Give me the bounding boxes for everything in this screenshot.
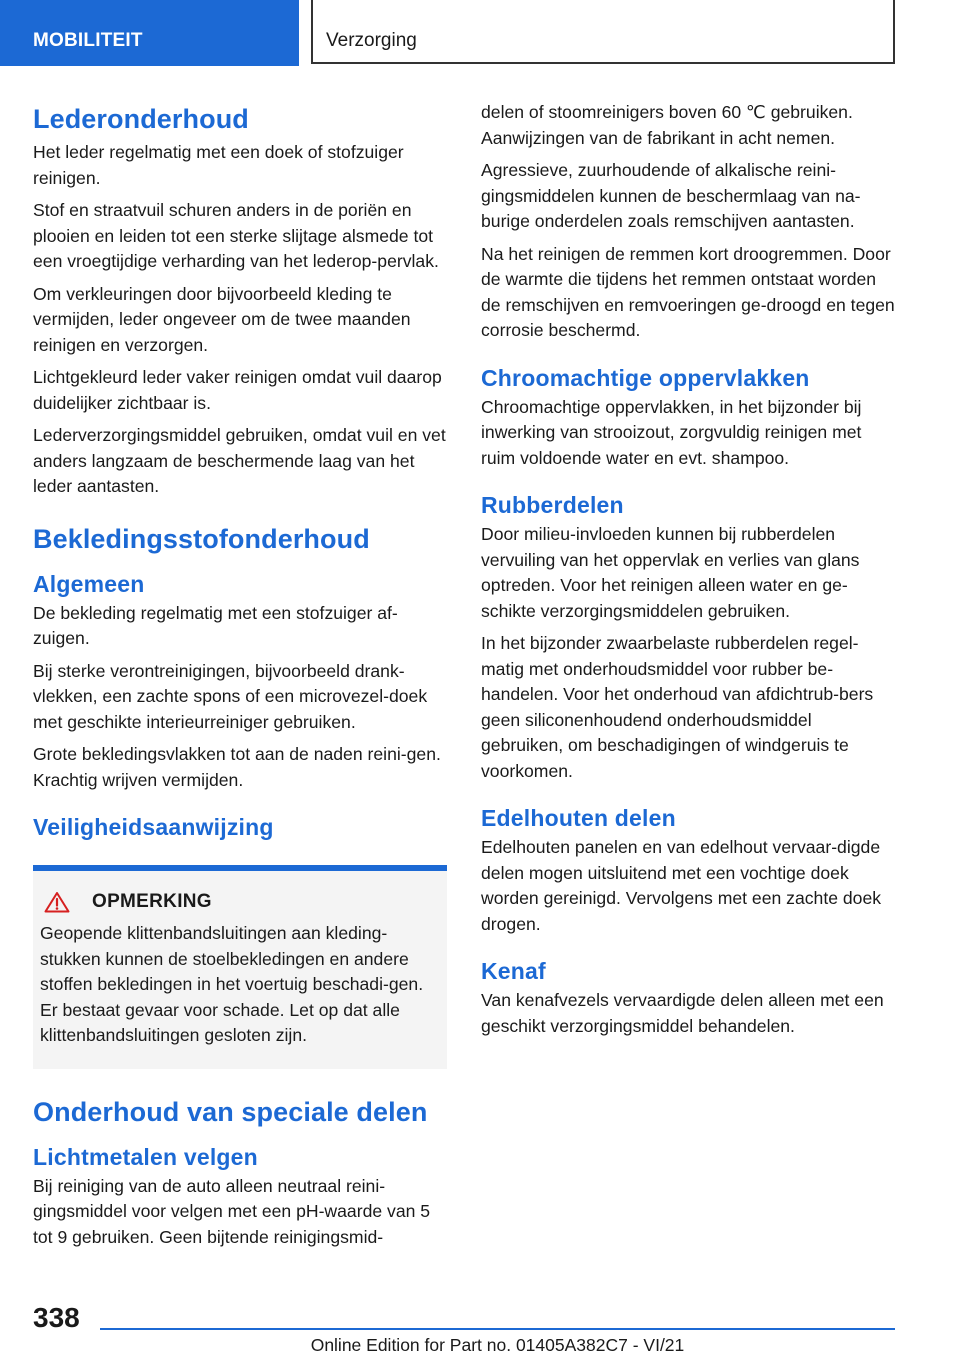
notice-box [33,865,447,1069]
left-column [33,100,447,1257]
heading-lederonderhoud: Lederonderhoud [33,104,249,134]
paragraph: Grote bekledingsvlakken tot aan de naden reini-gen. Krachtig wrijven vermijden. [33,744,441,790]
paragraph: Chroomachtige oppervlakken, in het bijzonder bij inwerking van strooizout, zorgvuldig reinigen met ruim voldoende water en evt. shampoo. [481,396,862,468]
paragraph: Agressieve, zuurhoudende of alkalische reini-gingsmiddelen kunnen de beschermlaag van na-burige onderdelen zoals remschijven aantasten. [481,160,861,231]
paragraph: Edelhouten panelen en van edelhout vervaar-digde delen mogen uitsluitend met een vochtige doek worden gereinigd. Vervolgens met een zachte doek drogen. [481,837,882,934]
page-number: 338 [33,1302,80,1333]
heading-lichtmetalen-velgen: Lichtmetalen velgen [33,1143,258,1170]
topic-label: Verzorging [311,0,895,64]
heading-algemeen: Algemeen [33,570,145,597]
page-header [0,0,960,66]
heading-onderhoud-speciale-delen: Onderhoud van speciale delen [33,1096,428,1127]
paragraph: De bekleding regelmatig met een stofzuiger af-zuigen. [33,602,398,648]
paragraph: In het bijzonder zwaarbelaste rubberdelen regel-matig met onderhoudsmiddel voor rubber be-handelen. Voor het onderhoud van afdichtrub-bers geen siliconenhoudend onderhoudsmiddel gebruiken, om beschadigingen of windgeruis te voorkomen. [481,633,874,781]
right-column [481,100,895,1046]
paragraph: Om verkleuringen door bijvoorbeeld kleding te vermijden, leder ongeveer om de twee maanden reinigen en verzorgen. [33,283,411,355]
heading-kenaf: Kenaf [481,958,546,984]
footer-divider [100,1328,895,1330]
notice-text: Geopende klittenbandsluitingen aan kleding-stukken kunnen de stoelbekledingen en andere stoffen bekledingen in het voertuig beschadi-gen. Er bestaat gevaar voor schade. Let op dat alle klittenbandsluitingen gesloten zijn. [40,923,424,1045]
paragraph: Na het reinigen de remmen kort droogremmen. Door de warmte die tijdens het remmen ontstaat worden de remschijven en remvoeringen ge-droogd en tegen corrosie beschermd. [481,243,895,340]
notice-title: OPMERKING [92,891,212,912]
paragraph: Stof en straatvuil schuren anders in de poriën en plooien en leiden tot een sterke slijtage alsmede tot een vroegtijdige verharding van het lederop-pervlak. [33,200,439,271]
notice-header [40,891,439,913]
paragraph: Lichtgekleurd leder vaker reinigen omdat vuil daarop duidelijker zichtbaar is. [33,367,442,413]
heading-veiligheidsaanwijzing: Veiligheidsaanwijzing [33,814,274,840]
warning-icon [44,891,70,913]
paragraph: Bij reiniging van de auto alleen neutraal reini-gingsmiddel voor velgen met een pH-waarde van 5 tot 9 gebruiken. Geen bijtende reinigingsmid- [33,1175,431,1247]
paragraph: delen of stoomreinigers boven 60 ℃ gebruiken. Aanwijzingen van de fabrikant in acht nemen. [481,102,853,148]
paragraph: Bij sterke verontreinigingen, bijvoorbeeld drank-vlekken, een zachte spons of een microvezel-doek met geschikte interieurreiniger gebruiken. [33,660,428,732]
heading-rubberdelen: Rubberdelen [481,492,624,518]
paragraph: Door milieu-invloeden kunnen bij rubberdelen vervuiling van het oppervlak en verlies van glans optreden. Voor het reinigen alleen water en ge-schikte verzorgingsmiddelen gebruiken. [481,524,860,621]
heading-bekledingsstofonderhoud: Bekledingsstofonderhoud [33,523,370,554]
footer-edition: Online Edition for Part no. 01405A382C7 - VI/21 [310,1335,685,1355]
paragraph: Het leder regelmatig met een doek of stofzuiger reinigen. [33,142,404,188]
paragraph: Lederverzorgingsmiddel gebruiken, omdat vuil en vet anders langzaam de beschermende laag van het leder aantasten. [33,425,446,496]
heading-edelhouten-delen: Edelhouten delen [481,805,676,831]
section-label: MOBILITEIT [0,0,299,66]
paragraph: Van kenafvezels vervaardigde delen alleen met een geschikt verzorgingsmiddel behandelen. [481,990,884,1036]
heading-chroomachtige-oppervlakken: Chroomachtige oppervlakken [481,364,810,391]
